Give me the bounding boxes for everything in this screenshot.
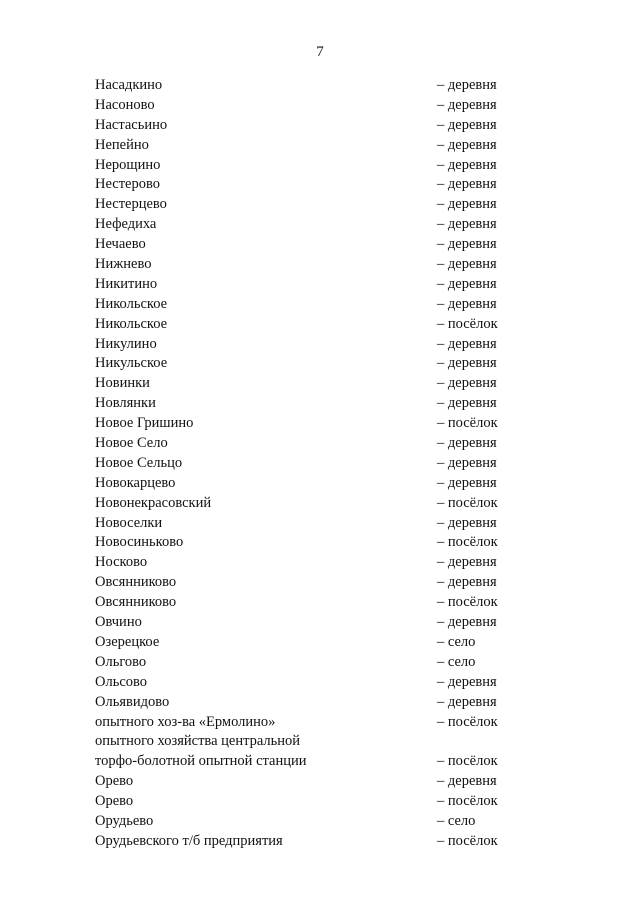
settlement-row <box>0 374 640 394</box>
settlement-name: Нерощино <box>95 156 161 173</box>
settlement-name: опытного хоз-ва «Ермолино» <box>95 713 276 730</box>
settlement-name: Новосиньково <box>95 534 184 551</box>
settlement-row <box>0 335 640 355</box>
settlement-row <box>0 533 640 553</box>
settlement-type: – посёлок <box>437 494 498 511</box>
settlement-name: Овсянниково <box>95 594 177 611</box>
settlement-name: Никитино <box>95 275 158 292</box>
settlement-type: – деревня <box>437 156 497 173</box>
settlement-row <box>0 772 640 792</box>
settlement-row <box>0 195 640 215</box>
settlement-row <box>0 275 640 295</box>
settlement-row <box>0 295 640 315</box>
settlement-row <box>0 494 640 514</box>
settlement-row <box>0 414 640 434</box>
settlement-type: – деревня <box>437 673 497 690</box>
settlement-type: – деревня <box>437 614 497 631</box>
settlement-type: – деревня <box>437 355 497 372</box>
settlement-name: Новоселки <box>95 514 163 531</box>
settlement-name: Ольявидово <box>95 693 170 710</box>
settlement-name: Нижнево <box>95 256 152 273</box>
settlement-row <box>0 354 640 374</box>
settlement-row <box>0 454 640 474</box>
settlement-row <box>0 255 640 275</box>
settlement-name: Носково <box>95 554 148 571</box>
settlement-type: – деревня <box>437 256 497 273</box>
settlement-name: Орудьево <box>95 812 154 829</box>
settlement-name: Настасьино <box>95 116 168 133</box>
settlement-name: Орево <box>95 793 134 810</box>
settlement-name: Никольское <box>95 315 168 332</box>
settlement-type: – деревня <box>437 435 497 452</box>
settlement-row <box>0 215 640 235</box>
settlement-type: – посёлок <box>437 594 498 611</box>
settlement-name: торфо-болотной опытной станции <box>95 753 307 770</box>
settlement-type: – посёлок <box>437 315 498 332</box>
settlement-name: Никульское <box>95 355 168 372</box>
settlement-row <box>0 693 640 713</box>
settlement-name: Новонекрасовский <box>95 494 212 511</box>
settlement-type: – село <box>437 633 476 650</box>
settlement-type: – посёлок <box>437 534 498 551</box>
settlement-row <box>0 732 640 752</box>
settlement-type: – деревня <box>437 574 497 591</box>
page-number: 7 <box>316 44 324 60</box>
settlement-name: Никольское <box>95 295 168 312</box>
settlement-type: – посёлок <box>437 415 498 432</box>
settlement-row <box>0 514 640 534</box>
settlement-list <box>0 76 640 852</box>
settlement-name: Никулино <box>95 335 157 352</box>
settlement-name: Новокарцево <box>95 474 176 491</box>
settlement-row <box>0 673 640 693</box>
settlement-name: Орудьевского т/б предприятия <box>95 832 283 849</box>
settlement-name: Новое Сельцо <box>95 454 183 471</box>
settlement-name: Озерецкое <box>95 633 160 650</box>
settlement-row <box>0 315 640 335</box>
settlement-name: Насадкино <box>95 77 163 93</box>
settlement-name: Новинки <box>95 375 150 392</box>
settlement-name: Ольсово <box>95 673 148 690</box>
settlement-row <box>0 812 640 832</box>
settlement-type: – деревня <box>437 236 497 253</box>
settlement-row <box>0 116 640 136</box>
settlement-name: Новлянки <box>95 395 156 412</box>
settlement-type: – деревня <box>437 176 497 193</box>
settlement-name: Нечаево <box>95 236 146 253</box>
settlement-type: – село <box>437 653 476 670</box>
settlement-row <box>0 156 640 176</box>
settlement-type: – деревня <box>437 335 497 352</box>
settlement-row <box>0 434 640 454</box>
settlement-type: – деревня <box>437 275 497 292</box>
settlement-row <box>0 175 640 195</box>
settlement-row <box>0 136 640 156</box>
settlement-type: – деревня <box>437 116 497 133</box>
settlement-type: – посёлок <box>437 753 498 770</box>
settlement-row <box>0 752 640 772</box>
settlement-type: – деревня <box>437 554 497 571</box>
settlement-type: – деревня <box>437 196 497 213</box>
settlement-type: – деревня <box>437 454 497 471</box>
settlement-name: Насоново <box>95 96 155 113</box>
settlement-type: – деревня <box>437 375 497 392</box>
settlement-row <box>0 613 640 633</box>
settlement-row <box>0 474 640 494</box>
settlement-name: Ольгово <box>95 653 147 670</box>
settlement-row <box>0 792 640 812</box>
settlement-row <box>0 593 640 613</box>
settlement-name: опытного хозяйства центральной <box>95 733 301 750</box>
settlement-row <box>0 653 640 673</box>
settlement-type: – деревня <box>437 77 497 93</box>
settlement-name: Овсянниково <box>95 574 177 591</box>
settlement-type: – деревня <box>437 136 497 153</box>
settlement-type: – деревня <box>437 474 497 491</box>
settlement-type: – посёлок <box>437 832 498 849</box>
settlement-type: – посёлок <box>437 713 498 730</box>
settlement-type: – деревня <box>437 96 497 113</box>
settlement-name: Нестерово <box>95 176 160 193</box>
settlement-row <box>0 96 640 116</box>
settlement-type: – деревня <box>437 514 497 531</box>
settlement-type: – деревня <box>437 693 497 710</box>
settlement-name: Нестерцево <box>95 196 167 213</box>
settlement-name: Новое Гришино <box>95 415 194 432</box>
settlement-type: – деревня <box>437 295 497 312</box>
settlement-row <box>0 713 640 733</box>
settlement-type: – посёлок <box>437 793 498 810</box>
settlement-row <box>0 76 640 96</box>
settlement-row <box>0 832 640 852</box>
settlement-type: – деревня <box>437 395 497 412</box>
settlement-row <box>0 553 640 573</box>
settlement-row <box>0 235 640 255</box>
settlement-name: Новое Село <box>95 435 168 452</box>
settlement-type: – деревня <box>437 773 497 790</box>
settlement-name: Орево <box>95 773 134 790</box>
settlement-name: Овчино <box>95 614 142 631</box>
settlement-type: – село <box>437 812 476 829</box>
settlement-row <box>0 394 640 414</box>
settlement-type: – деревня <box>437 216 497 233</box>
settlement-row <box>0 573 640 593</box>
settlement-name: Непейно <box>95 136 149 153</box>
settlement-row <box>0 633 640 653</box>
settlement-name: Нефедиха <box>95 216 157 233</box>
